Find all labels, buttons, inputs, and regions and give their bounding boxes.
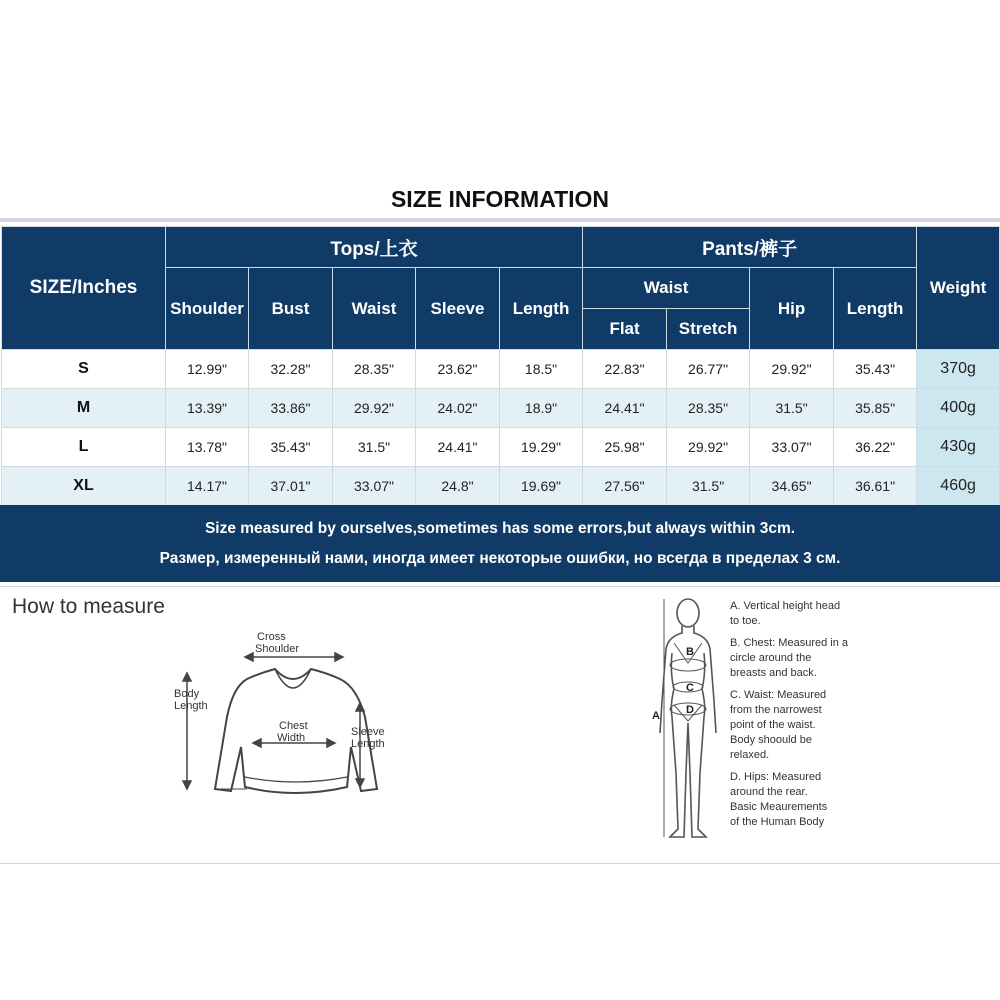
body-label-1: Body: [174, 688, 200, 700]
sweater-diagram: [165, 627, 425, 807]
value-cell: 33.07": [333, 467, 416, 506]
value-cell: 13.39": [166, 389, 249, 428]
table-row: [2, 350, 1000, 389]
weight-cell: 400g: [917, 389, 1000, 428]
value-cell: 12.99": [166, 350, 249, 389]
fig-label-c: C: [686, 682, 694, 694]
value-cell: 35.43": [249, 428, 333, 467]
value-cell: 31.5": [750, 389, 834, 428]
legend-d: D. Hips: Measured around the rear. Basic Meaurements of the Human Body: [730, 771, 828, 828]
legend-c: C. Waist: Measured from the narrowest point of the waist. Body shoould be relaxed.: [730, 689, 827, 761]
page-title: SIZE INFORMATION: [390, 186, 610, 212]
header-sleeve: Sleeve: [416, 268, 500, 350]
measurement-legend: [730, 599, 880, 837]
shoulder-label-2: Shoulder: [255, 643, 300, 655]
header-pants-waist: Waist: [583, 268, 750, 309]
value-cell: 29.92": [750, 350, 834, 389]
value-cell: 33.07": [750, 428, 834, 467]
value-cell: 35.43": [834, 350, 917, 389]
value-cell: 13.78": [166, 428, 249, 467]
value-cell: 37.01": [249, 467, 333, 506]
header-size: SIZE/Inches: [2, 227, 166, 350]
sleeve-label-1: Sleeve: [351, 726, 385, 738]
header-bust: Bust: [249, 268, 333, 350]
table-row: [2, 428, 1000, 467]
value-cell: 24.02": [416, 389, 500, 428]
value-cell: 22.83": [583, 350, 667, 389]
value-cell: 25.98": [583, 428, 667, 467]
chest-label-1: Chest: [279, 720, 308, 732]
body-figure-diagram: [640, 593, 730, 855]
value-cell: 29.92": [333, 389, 416, 428]
chest-label-2: Width: [277, 732, 306, 744]
header-waist: Waist: [333, 268, 416, 350]
header-pants-length: Length: [834, 268, 917, 350]
header-hip: Hip: [750, 268, 834, 350]
weight-cell: 370g: [917, 350, 1000, 389]
size-cell: S: [2, 350, 166, 389]
value-cell: 29.92": [667, 428, 750, 467]
sleeve-label-2: Length: [351, 738, 385, 750]
value-cell: 27.56": [583, 467, 667, 506]
header-shoulder: Shoulder: [166, 268, 249, 350]
note-english: Size measured by ourselves,sometimes has some errors,but always within 3cm.: [204, 520, 796, 537]
value-cell: 28.35": [667, 389, 750, 428]
fig-label-d: D: [686, 704, 694, 716]
value-cell: 31.5": [667, 467, 750, 506]
value-cell: 33.86": [249, 389, 333, 428]
size-cell: XL: [2, 467, 166, 506]
size-table: [1, 226, 1000, 506]
header-tops: Tops/上衣: [166, 227, 583, 268]
value-cell: 14.17": [166, 467, 249, 506]
value-cell: 24.41": [416, 428, 500, 467]
value-cell: 18.5": [500, 350, 583, 389]
value-cell: 23.62": [416, 350, 500, 389]
value-cell: 34.65": [750, 467, 834, 506]
header-length: Length: [500, 268, 583, 350]
how-to-measure-section: [0, 586, 1000, 864]
value-cell: 35.85": [834, 389, 917, 428]
value-cell: 19.69": [500, 467, 583, 506]
note-russian: Размер, измеренный нами, иногда имеет некоторые ошибки, но всегда в пределах 3 см.: [159, 550, 841, 567]
cross-label-1: Cross: [257, 631, 286, 643]
size-cell: M: [2, 389, 166, 428]
body-label-2: Length: [174, 700, 208, 712]
divider: [0, 218, 1000, 222]
legend-b: B. Chest: Measured in a circle around the breasts and back.: [730, 637, 849, 679]
header-pants: Pants/裤子: [583, 227, 917, 268]
value-cell: 24.8": [416, 467, 500, 506]
value-cell: 19.29": [500, 428, 583, 467]
value-cell: 18.9": [500, 389, 583, 428]
weight-cell: 430g: [917, 428, 1000, 467]
fig-label-a: A: [652, 710, 660, 722]
weight-cell: 460g: [917, 467, 1000, 506]
table-row: [2, 389, 1000, 428]
header-weight: Weight: [917, 227, 1000, 350]
value-cell: 24.41": [583, 389, 667, 428]
legend-a: A. Vertical height head to toe.: [730, 600, 841, 627]
header-stretch: Stretch: [667, 309, 750, 350]
how-to-measure-heading: How to measure: [12, 595, 165, 618]
measurement-note: [0, 505, 1000, 582]
size-cell: L: [2, 428, 166, 467]
header-flat: Flat: [583, 309, 667, 350]
head-icon: [677, 599, 699, 627]
table-row: [2, 467, 1000, 506]
value-cell: 26.77": [667, 350, 750, 389]
value-cell: 32.28": [249, 350, 333, 389]
value-cell: 36.61": [834, 467, 917, 506]
fig-label-b: B: [686, 646, 694, 658]
value-cell: 28.35": [333, 350, 416, 389]
value-cell: 31.5": [333, 428, 416, 467]
value-cell: 36.22": [834, 428, 917, 467]
